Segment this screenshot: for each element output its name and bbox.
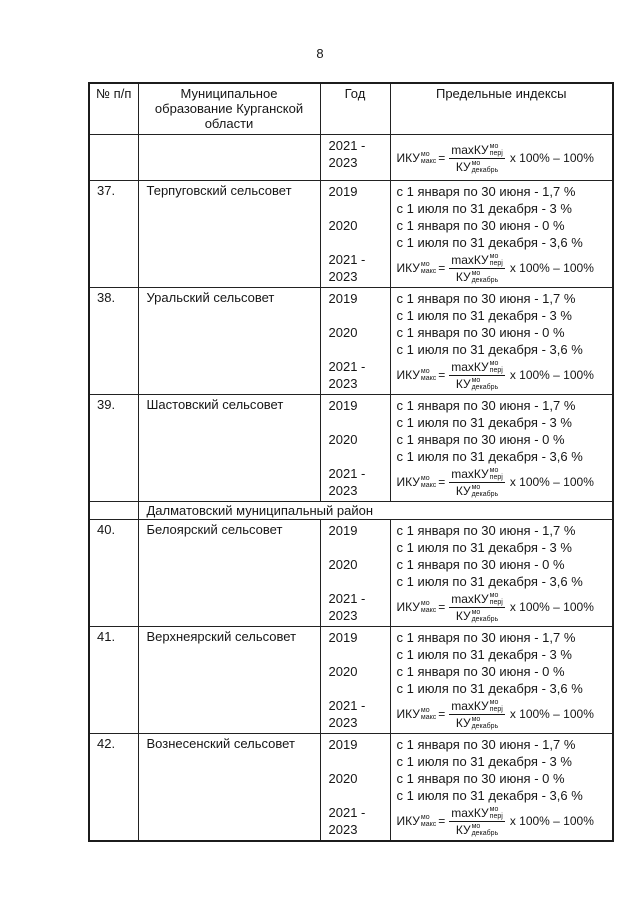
year-line: 2019	[328, 737, 358, 752]
year-line: 2021 -	[328, 359, 366, 374]
limit-index-formula	[397, 804, 611, 838]
row-number-cell: 42.	[89, 734, 138, 842]
year-line: 2019	[328, 398, 358, 413]
superscript: мо	[471, 608, 481, 616]
fraction-numerator	[449, 143, 505, 159]
year-line: 2023	[328, 269, 358, 284]
year-cell	[320, 627, 390, 734]
fraction-denominator	[456, 715, 498, 730]
superscript: мо	[489, 252, 499, 260]
sup-sub-stack	[472, 609, 499, 623]
header-year: Год	[320, 83, 390, 135]
index-line: с 1 июля по 31 декабря - 3,6 %	[396, 788, 583, 803]
sup-sub-stack	[490, 699, 503, 713]
formula-fraction	[449, 806, 505, 837]
formula-fraction	[449, 699, 505, 730]
table-row	[89, 734, 613, 842]
year-line	[329, 200, 388, 217]
formula-tail: x 100% – 100%	[509, 475, 594, 489]
equals-sign: =	[438, 151, 446, 165]
municipality-cell: Верхнеярский сельсовет	[138, 627, 320, 734]
index-line: с 1 января по 30 июня - 0 %	[396, 771, 565, 786]
sup-sub-stack	[490, 253, 503, 267]
limit-index-formula	[397, 251, 611, 285]
year-line	[329, 646, 388, 663]
superscript: мо	[471, 159, 481, 167]
numerator-base: maxКУ	[451, 805, 489, 820]
municipality-cell: Уральский сельсовет	[138, 288, 320, 395]
limit-index-formula	[397, 590, 611, 624]
superscript: мо	[471, 269, 481, 277]
table-row	[89, 135, 613, 181]
table-row	[89, 288, 613, 395]
sup-sub-stack	[421, 475, 436, 489]
year-line: 2023	[328, 822, 358, 837]
index-line: с 1 января по 30 июня - 1,7 %	[396, 523, 576, 538]
table-row	[89, 181, 613, 288]
equals-sign: =	[438, 814, 446, 828]
superscript: мо	[420, 707, 430, 714]
index-line: с 1 июля по 31 декабря - 3 %	[396, 754, 572, 769]
superscript: мо	[420, 814, 430, 821]
formula-tail: x 100% – 100%	[509, 151, 594, 165]
superscript: мо	[420, 475, 430, 482]
index-line: с 1 января по 30 июня - 0 %	[396, 557, 565, 572]
indexes-cell	[390, 181, 613, 288]
superscript: мо	[420, 151, 430, 158]
year-cell	[320, 135, 390, 181]
index-line: с 1 января по 30 июня - 1,7 %	[396, 630, 576, 645]
formula-fraction	[449, 592, 505, 623]
formula-lhs-base: ИКУ	[396, 814, 420, 828]
subscript: макс	[420, 821, 437, 828]
year-line	[329, 753, 388, 770]
table-body	[89, 135, 613, 842]
fraction-denominator	[456, 269, 498, 284]
sup-sub-stack	[421, 261, 436, 275]
fraction-numerator	[449, 592, 505, 608]
formula-lhs	[397, 368, 437, 382]
superscript: мо	[489, 591, 499, 599]
subscript: перj	[489, 149, 503, 157]
municipality-cell: Белоярский сельсовет	[138, 520, 320, 627]
row-number-cell: 41.	[89, 627, 138, 734]
denominator-base: КУ	[455, 715, 471, 730]
subscript: декабрь	[471, 615, 499, 623]
index-line: с 1 января по 30 июня - 1,7 %	[396, 398, 576, 413]
year-line: 2023	[328, 608, 358, 623]
index-line: с 1 июля по 31 декабря - 3 %	[396, 540, 572, 555]
header-limit-indexes: Предельные индексы	[390, 83, 613, 135]
subscript: перj	[489, 705, 503, 713]
formula-lhs-base: ИКУ	[396, 261, 420, 275]
equals-sign: =	[438, 707, 446, 721]
subscript: макс	[420, 375, 437, 382]
page-number: 8	[316, 46, 324, 61]
header-num: № п/п	[89, 83, 138, 135]
fraction-denominator	[456, 159, 498, 174]
subscript: макс	[420, 158, 437, 165]
year-line	[329, 680, 388, 697]
sup-sub-stack	[472, 160, 499, 174]
index-line: с 1 июля по 31 декабря - 3 %	[396, 308, 572, 323]
index-line: с 1 января по 30 июня - 1,7 %	[396, 291, 576, 306]
header-row	[89, 83, 613, 135]
subscript: макс	[420, 607, 437, 614]
fraction-numerator	[449, 699, 505, 715]
formula-fraction	[449, 360, 505, 391]
indexes-cell	[390, 135, 613, 181]
index-line: с 1 июля по 31 декабря - 3,6 %	[396, 449, 583, 464]
table-row	[89, 627, 613, 734]
table-row	[89, 395, 613, 502]
subscript: декабрь	[471, 722, 499, 730]
row-number-cell: 40.	[89, 520, 138, 627]
subscript: макс	[420, 714, 437, 721]
denominator-base: КУ	[455, 376, 471, 391]
limit-index-formula	[397, 358, 611, 392]
district-section-label: Далматовский муниципальный район	[138, 502, 613, 520]
superscript: мо	[420, 600, 430, 607]
sup-sub-stack	[421, 600, 436, 614]
year-line: 2021 -	[328, 698, 366, 713]
denominator-base: КУ	[455, 269, 471, 284]
formula-lhs	[397, 600, 437, 614]
formula-lhs-base: ИКУ	[396, 600, 420, 614]
year-cell	[320, 288, 390, 395]
district-section-row	[89, 502, 613, 520]
index-line: с 1 июля по 31 декабря - 3 %	[396, 415, 572, 430]
sup-sub-stack	[472, 716, 499, 730]
formula-lhs-base: ИКУ	[396, 475, 420, 489]
index-line: с 1 января по 30 июня - 0 %	[396, 218, 565, 233]
sup-sub-stack	[490, 467, 503, 481]
subscript: макс	[420, 268, 437, 275]
superscript: мо	[489, 805, 499, 813]
municipality-cell: Терпуговский сельсовет	[138, 181, 320, 288]
equals-sign: =	[438, 600, 446, 614]
numerator-base: maxКУ	[451, 466, 489, 481]
formula-lhs	[397, 475, 437, 489]
year-line: 2021 -	[328, 466, 366, 481]
year-line: 2019	[328, 291, 358, 306]
subscript: перj	[489, 812, 503, 820]
superscript: мо	[471, 715, 481, 723]
fraction-numerator	[449, 467, 505, 483]
formula-tail: x 100% – 100%	[509, 814, 594, 828]
superscript: мо	[489, 466, 499, 474]
sup-sub-stack	[472, 484, 499, 498]
municipality-cell	[138, 135, 320, 181]
year-line: 2023	[328, 483, 358, 498]
sup-sub-stack	[421, 151, 436, 165]
year-line	[329, 448, 388, 465]
index-line: с 1 июля по 31 декабря - 3 %	[396, 647, 572, 662]
year-cell	[320, 520, 390, 627]
fraction-denominator	[456, 483, 498, 498]
sup-sub-stack	[421, 368, 436, 382]
subscript: декабрь	[471, 383, 499, 391]
year-cell	[320, 734, 390, 842]
index-line: с 1 января по 30 июня - 1,7 %	[396, 737, 576, 752]
year-line: 2020	[328, 557, 358, 572]
index-line: с 1 января по 30 июня - 0 %	[396, 432, 565, 447]
denominator-base: КУ	[455, 483, 471, 498]
year-line: 2020	[328, 664, 358, 679]
header-municipality: Муниципальное образование Курганской области	[138, 83, 320, 135]
index-line: с 1 июля по 31 декабря - 3 %	[396, 201, 572, 216]
year-line: 2020	[328, 325, 358, 340]
numerator-base: maxКУ	[451, 359, 489, 374]
formula-tail: x 100% – 100%	[509, 600, 594, 614]
superscript: мо	[489, 142, 499, 150]
year-line: 2019	[328, 184, 358, 199]
year-line: 2021 -	[328, 252, 366, 267]
year-cell	[320, 181, 390, 288]
subscript: перj	[489, 366, 503, 374]
year-line	[329, 414, 388, 431]
index-line: с 1 июля по 31 декабря - 3,6 %	[396, 235, 583, 250]
equals-sign: =	[438, 261, 446, 275]
subscript: перj	[489, 259, 503, 267]
formula-lhs	[397, 707, 437, 721]
fraction-denominator	[456, 822, 498, 837]
year-line: 2023	[328, 376, 358, 391]
formula-tail: x 100% – 100%	[509, 261, 594, 275]
year-line	[329, 234, 388, 251]
indexes-cell	[390, 520, 613, 627]
subscript: декабрь	[471, 829, 499, 837]
limit-index-formula	[397, 697, 611, 731]
formula-lhs	[397, 151, 437, 165]
subscript: макс	[420, 482, 437, 489]
sup-sub-stack	[490, 806, 503, 820]
superscript: мо	[420, 368, 430, 375]
subscript: перj	[489, 473, 503, 481]
denominator-base: КУ	[455, 608, 471, 623]
fraction-numerator	[449, 806, 505, 822]
year-line	[329, 573, 388, 590]
denominator-base: КУ	[455, 822, 471, 837]
subscript: декабрь	[471, 166, 499, 174]
index-line: с 1 января по 30 июня - 0 %	[396, 664, 565, 679]
formula-lhs-base: ИКУ	[396, 707, 420, 721]
table-header	[89, 83, 613, 135]
sup-sub-stack	[421, 814, 436, 828]
index-line: с 1 января по 30 июня - 0 %	[396, 325, 565, 340]
year-line: 2020	[328, 771, 358, 786]
indexes-cell	[390, 395, 613, 502]
sup-sub-stack	[490, 592, 503, 606]
formula-fraction	[449, 143, 505, 174]
numerator-base: maxКУ	[451, 698, 489, 713]
sup-sub-stack	[472, 823, 499, 837]
index-line: с 1 июля по 31 декабря - 3,6 %	[396, 342, 583, 357]
equals-sign: =	[438, 475, 446, 489]
indexes-cell	[390, 627, 613, 734]
numerator-base: maxКУ	[451, 252, 489, 267]
numerator-base: maxКУ	[451, 142, 489, 157]
formula-lhs	[397, 814, 437, 828]
year-line: 2023	[328, 155, 358, 170]
subscript: декабрь	[471, 490, 499, 498]
year-line	[329, 539, 388, 556]
subscript: перj	[489, 598, 503, 606]
municipality-cell: Шастовский сельсовет	[138, 395, 320, 502]
year-line	[329, 787, 388, 804]
formula-tail: x 100% – 100%	[509, 707, 594, 721]
fraction-denominator	[456, 376, 498, 391]
index-line: с 1 июля по 31 декабря - 3,6 %	[396, 574, 583, 589]
year-line	[329, 341, 388, 358]
indexes-cell	[390, 734, 613, 842]
table-row	[89, 520, 613, 627]
year-line: 2021 -	[328, 138, 366, 153]
superscript: мо	[489, 359, 499, 367]
superscript: мо	[420, 261, 430, 268]
index-line: с 1 июля по 31 декабря - 3,6 %	[396, 681, 583, 696]
limit-index-formula	[397, 141, 611, 175]
municipality-cell: Вознесенский сельсовет	[138, 734, 320, 842]
formula-fraction	[449, 253, 505, 284]
row-number-cell	[89, 502, 138, 520]
row-number-cell: 37.	[89, 181, 138, 288]
indexes-cell	[390, 288, 613, 395]
year-line: 2023	[328, 715, 358, 730]
year-line: 2020	[328, 218, 358, 233]
sup-sub-stack	[472, 377, 499, 391]
formula-lhs-base: ИКУ	[396, 151, 420, 165]
limit-indexes-table	[88, 82, 614, 842]
formula-lhs-base: ИКУ	[396, 368, 420, 382]
superscript: мо	[471, 822, 481, 830]
year-line: 2021 -	[328, 591, 366, 606]
row-number-cell: 39.	[89, 395, 138, 502]
year-line: 2021 -	[328, 805, 366, 820]
sup-sub-stack	[421, 707, 436, 721]
formula-tail: x 100% – 100%	[509, 368, 594, 382]
superscript: мо	[471, 483, 481, 491]
year-line: 2019	[328, 630, 358, 645]
numerator-base: maxКУ	[451, 591, 489, 606]
fraction-numerator	[449, 360, 505, 376]
limit-index-formula	[397, 465, 611, 499]
subscript: декабрь	[471, 276, 499, 284]
row-number-cell: 38.	[89, 288, 138, 395]
index-line: с 1 января по 30 июня - 1,7 %	[396, 184, 576, 199]
superscript: мо	[489, 698, 499, 706]
row-number-cell	[89, 135, 138, 181]
year-line	[329, 307, 388, 324]
denominator-base: КУ	[455, 159, 471, 174]
fraction-denominator	[456, 608, 498, 623]
fraction-numerator	[449, 253, 505, 269]
formula-fraction	[449, 467, 505, 498]
formula-lhs	[397, 261, 437, 275]
year-line: 2019	[328, 523, 358, 538]
superscript: мо	[471, 376, 481, 384]
equals-sign: =	[438, 368, 446, 382]
year-line: 2020	[328, 432, 358, 447]
sup-sub-stack	[490, 143, 503, 157]
sup-sub-stack	[472, 270, 499, 284]
year-cell	[320, 395, 390, 502]
sup-sub-stack	[490, 360, 503, 374]
